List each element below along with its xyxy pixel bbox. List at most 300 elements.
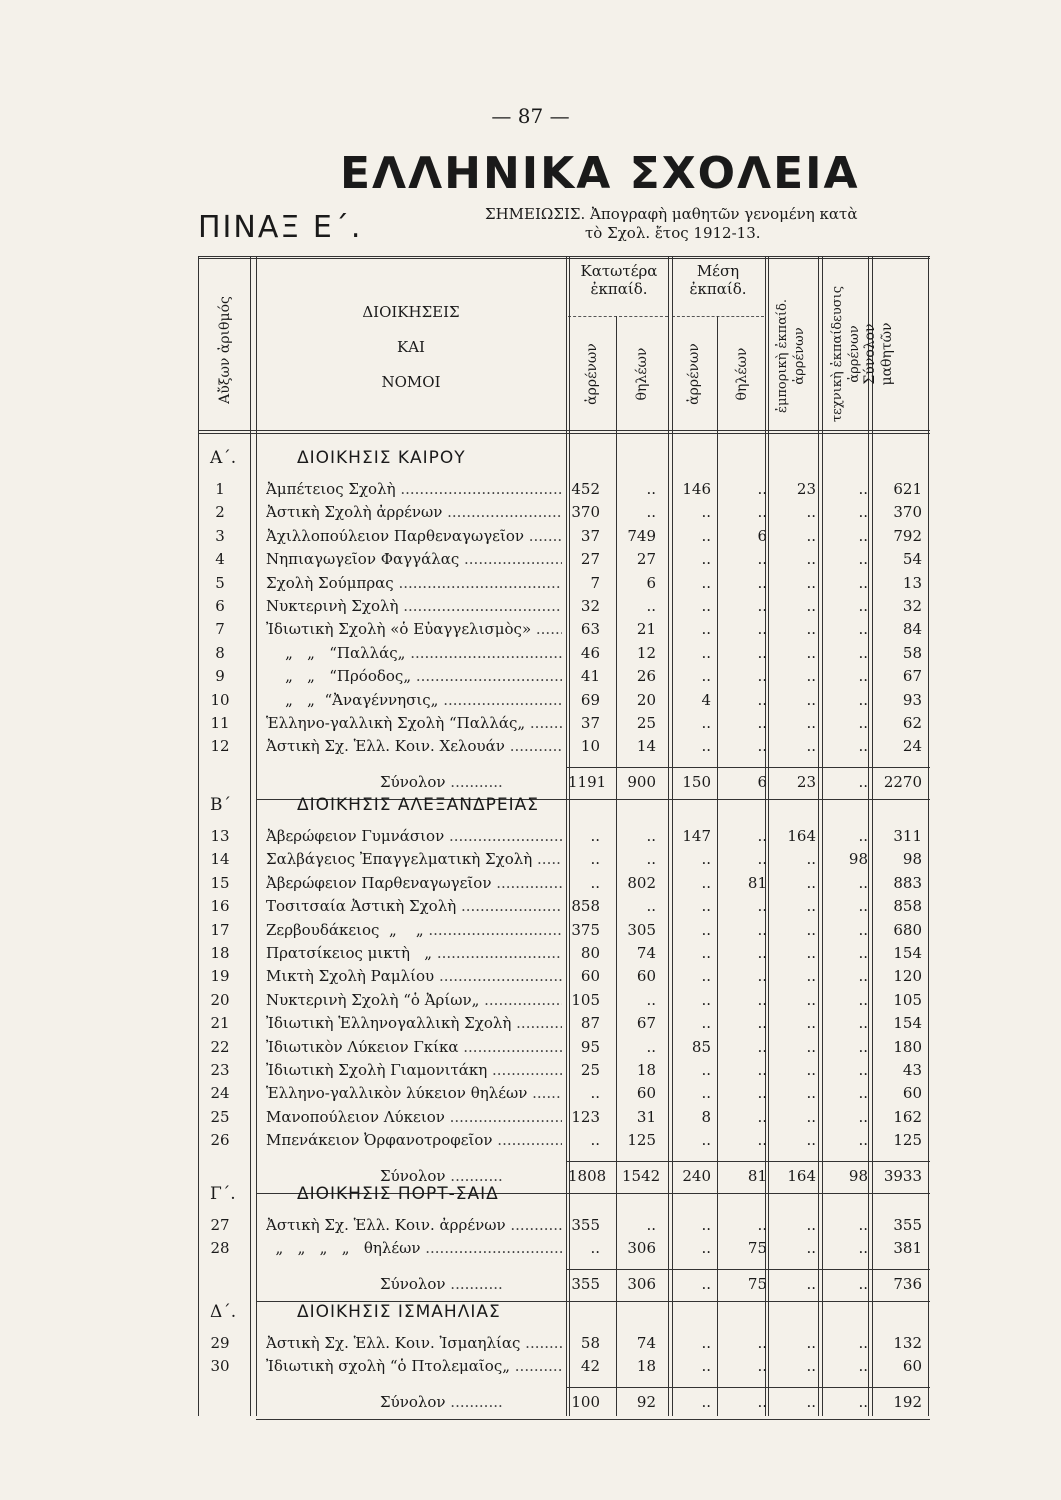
- cell-c7: 67: [902, 667, 922, 686]
- cell-c3: ..: [701, 873, 711, 892]
- cell-c4: ..: [757, 897, 767, 916]
- cell-c4: ..: [757, 1131, 767, 1150]
- header-admin-1: ΔΙΟΙΚΗΣΕΙΣ: [362, 303, 460, 321]
- cell-c2: ..: [646, 850, 656, 869]
- note-line-2: τὸ Σχολ. ἔτος 1912-13.: [585, 224, 761, 242]
- row-number: 14: [210, 850, 230, 869]
- cell-c2: 305: [627, 920, 656, 939]
- cell-c2: 60: [636, 967, 656, 986]
- table-row: [0, 1014, 1061, 1037]
- cell-c1: 58: [580, 1334, 600, 1352]
- cell-c7: 154: [893, 944, 922, 962]
- cell-c6: ..: [858, 920, 868, 939]
- table-row: [0, 1334, 1061, 1357]
- cell-c6: ..: [858, 1084, 868, 1103]
- school-name: Μανοπούλειον Λύκειον .....: [266, 1108, 562, 1126]
- cell-c6: ..: [858, 873, 868, 892]
- cell-c3: ..: [701, 1014, 711, 1033]
- cell-c2: 67: [636, 1014, 656, 1033]
- school-name: „ „ “Παλλάς„ .....: [266, 644, 562, 662]
- cell-c3: ..: [701, 944, 711, 962]
- cell-c3: 85: [691, 1037, 711, 1056]
- row-number: 22: [210, 1037, 230, 1056]
- total-c3: 240: [682, 1166, 711, 1185]
- cell-c1: ..: [590, 873, 600, 892]
- cell-c6: ..: [858, 967, 868, 986]
- total-c5: 164: [787, 1166, 816, 1185]
- cell-c7: 355: [893, 1216, 922, 1234]
- header-admin-3: ΝΟΜΟΙ: [381, 373, 441, 391]
- total-c7: 192: [893, 1392, 922, 1411]
- cell-c2: 21: [636, 620, 656, 639]
- cell-c5: ..: [806, 1107, 816, 1126]
- table-row: [0, 1084, 1061, 1107]
- total-c4: 75: [747, 1274, 767, 1293]
- cell-c5: ..: [806, 503, 816, 522]
- row-number: 15: [210, 873, 230, 892]
- cell-c5: ..: [806, 550, 816, 569]
- table-row: [0, 480, 1061, 503]
- cell-c2: 125: [627, 1131, 656, 1150]
- cell-c1: 32: [580, 597, 600, 615]
- cell-c5: 164: [787, 827, 816, 845]
- total-c1: 355: [571, 1274, 600, 1293]
- section-title: ΔΙΟΙΚΗΣΙΣ ΑΛΕΞΑΝΔΡΕΙΑΣ: [297, 795, 539, 815]
- cell-c5: ..: [806, 620, 816, 639]
- cell-c6: ..: [858, 503, 868, 522]
- cell-c3: ..: [701, 667, 711, 686]
- cell-c3: 146: [682, 480, 711, 498]
- row-number: 5: [215, 573, 225, 592]
- total-c1: 100: [571, 1392, 600, 1411]
- row-number: 8: [215, 643, 225, 662]
- cell-c4: ..: [757, 1107, 767, 1126]
- cell-c1: 375: [571, 920, 600, 939]
- cell-c7: 84: [902, 620, 922, 639]
- cell-c3: ..: [701, 573, 711, 592]
- table-row: [0, 691, 1061, 714]
- row-number: 26: [210, 1131, 230, 1150]
- cell-c3: ..: [701, 967, 711, 986]
- cell-c6: ..: [858, 944, 868, 962]
- table-row: [0, 1357, 1061, 1380]
- total-c2: 92: [636, 1392, 656, 1411]
- cell-c4: ..: [757, 737, 767, 756]
- cell-c2: 60: [636, 1084, 656, 1103]
- header-technical: τεχνικὴ ἐκπαίδευσις ἀρρένων: [830, 285, 862, 423]
- cell-c7: 680: [893, 920, 922, 939]
- school-name: „ „ “Πρόοδος„ .....: [266, 667, 562, 685]
- section-title: ΔΙΟΙΚΗΣΙΣ ΙΣΜΑΗΛΙΑΣ: [297, 1302, 501, 1322]
- school-name: Ἀστικὴ Σχ. Ἑλλ. Κοιν. ἀρρένων .....: [266, 1216, 562, 1234]
- table-row: [0, 874, 1061, 897]
- cell-c7: 162: [893, 1107, 922, 1126]
- row-number: 25: [210, 1107, 230, 1126]
- table-row: [0, 667, 1061, 690]
- cell-c6: 98: [848, 850, 868, 869]
- total-c5: ..: [806, 1274, 816, 1293]
- cell-c7: 43: [902, 1061, 922, 1079]
- table-row: [0, 597, 1061, 620]
- cell-c3: ..: [701, 643, 711, 662]
- cell-c1: ..: [590, 1084, 600, 1103]
- cell-c7: 98: [902, 850, 922, 869]
- school-name: Σχολὴ Σούμπρας .....: [266, 574, 562, 592]
- cell-c7: 154: [893, 1014, 922, 1033]
- school-name: Ἰδιωτικὴ σχολὴ “ὁ Πτολεμαῖος„ .....: [266, 1357, 562, 1375]
- cell-c5: ..: [806, 643, 816, 662]
- table-row: [0, 1038, 1061, 1061]
- section-total-row: [0, 1393, 1061, 1417]
- cell-c1: 452: [571, 480, 600, 498]
- school-name: Μπενάκειον Ὀρφανοτροφεῖον .....: [266, 1131, 562, 1149]
- row-number: 27: [210, 1216, 230, 1234]
- total-c6: ..: [858, 1392, 868, 1411]
- cell-c6: ..: [858, 897, 868, 916]
- cell-c1: 69: [580, 690, 600, 709]
- cell-c4: ..: [757, 550, 767, 569]
- header-lower-boys: ἀρρένων: [584, 343, 600, 405]
- cell-c1: 37: [580, 526, 600, 545]
- school-name: „ „ “Ἀναγέννησις„ .....: [266, 691, 562, 709]
- cell-c3: ..: [701, 990, 711, 1009]
- school-name: Νηπιαγωγεῖον Φαγγάλας .....: [266, 550, 562, 568]
- cell-c4: ..: [757, 967, 767, 986]
- table-row: [0, 827, 1061, 850]
- cell-c6: ..: [858, 1014, 868, 1033]
- header-middle-group: Μέση ἐκπαίδ.: [689, 262, 747, 298]
- total-rule: [566, 1269, 930, 1270]
- cell-c5: ..: [806, 1216, 816, 1234]
- cell-c3: 4: [701, 690, 711, 709]
- row-number: 3: [215, 526, 225, 545]
- cell-c2: 27: [636, 550, 656, 569]
- total-c3: ..: [701, 1274, 711, 1293]
- cell-c1: 370: [571, 503, 600, 522]
- row-number: 24: [210, 1084, 230, 1103]
- school-name: Σαλβάγειος Ἐπαγγελματικὴ Σχολὴ .....: [266, 850, 562, 868]
- cell-c4: ..: [757, 480, 767, 498]
- table-row: [0, 620, 1061, 643]
- cell-c5: ..: [806, 526, 816, 545]
- cell-c1: 63: [580, 620, 600, 639]
- row-number: 7: [215, 620, 225, 639]
- row-number: 28: [210, 1239, 230, 1258]
- cell-c5: ..: [806, 690, 816, 709]
- cell-c6: ..: [858, 480, 868, 498]
- total-c4: ..: [757, 1392, 767, 1411]
- school-name: Ζερβουδάκειος „ „ .....: [266, 921, 562, 939]
- cell-c4: ..: [757, 597, 767, 615]
- total-c1: 1808: [568, 1166, 607, 1185]
- cell-c2: 74: [636, 944, 656, 962]
- cell-c4: ..: [757, 1014, 767, 1033]
- cell-c3: ..: [701, 714, 711, 732]
- table-row: [0, 897, 1061, 920]
- cell-c3: ..: [701, 897, 711, 916]
- total-c5: 23: [796, 772, 816, 791]
- cell-c1: 7: [590, 573, 600, 592]
- cell-c7: 32: [902, 597, 922, 615]
- cell-c5: ..: [806, 1061, 816, 1079]
- cell-c2: ..: [646, 990, 656, 1009]
- table-row: [0, 1061, 1061, 1084]
- row-number: 9: [215, 667, 225, 686]
- cell-c4: ..: [757, 1216, 767, 1234]
- row-number: 1: [215, 480, 225, 498]
- school-name: Ἰδιωτικὴ Σχολὴ «ὁ Εὐαγγελισμὸς» .....: [266, 620, 562, 638]
- table-row: [0, 1131, 1061, 1154]
- cell-c3: ..: [701, 526, 711, 545]
- school-name: Ἀστικὴ Σχ. Ἑλλ. Κοιν. Χελουάν .....: [266, 737, 562, 755]
- section-total-row: [0, 1275, 1061, 1299]
- cell-c2: 749: [627, 526, 656, 545]
- total-c6: 98: [848, 1166, 868, 1185]
- page-number: — 87 —: [491, 104, 570, 128]
- cell-c4: 81: [747, 873, 767, 892]
- cell-c4: ..: [757, 920, 767, 939]
- cell-c6: ..: [858, 1131, 868, 1150]
- cell-c4: ..: [757, 667, 767, 686]
- cell-c7: 381: [893, 1239, 922, 1258]
- table-row: [0, 944, 1061, 967]
- cell-c6: ..: [858, 737, 868, 756]
- cell-c5: ..: [806, 714, 816, 732]
- note-line-1: ΣΗΜΕΙΩΣΙΣ. Ἀπογραφὴ μαθητῶν γενομένη κατὰ: [485, 205, 858, 223]
- cell-c4: ..: [757, 503, 767, 522]
- cell-c2: ..: [646, 1216, 656, 1234]
- section-letter: Γ΄.: [210, 1184, 236, 1204]
- cell-c4: ..: [757, 620, 767, 639]
- cell-c2: 18: [636, 1357, 656, 1376]
- cell-c6: ..: [858, 1216, 868, 1234]
- header-lower-group: Κατωτέρα ἐκπαίδ.: [580, 262, 658, 298]
- school-name: Ἀστικὴ Σχ. Ἑλλ. Κοιν. Ἰσμαηλίας .....: [266, 1334, 562, 1352]
- cell-c3: ..: [701, 1334, 711, 1352]
- cell-c5: ..: [806, 920, 816, 939]
- cell-c5: ..: [806, 1334, 816, 1352]
- cell-c5: ..: [806, 897, 816, 916]
- total-c2: 900: [627, 772, 656, 791]
- cell-c2: ..: [646, 827, 656, 845]
- cell-c2: 31: [636, 1107, 656, 1126]
- cell-c1: 25: [580, 1061, 600, 1079]
- cell-c4: ..: [757, 1357, 767, 1376]
- total-rule: [566, 1387, 930, 1388]
- page-title: ΕΛΛΗΝΙΚΑ ΣΧΟΛΕΙΑ: [340, 148, 860, 199]
- cell-c5: ..: [806, 850, 816, 869]
- cell-c5: ..: [806, 597, 816, 615]
- total-c6: ..: [858, 1274, 868, 1293]
- cell-c4: ..: [757, 573, 767, 592]
- cell-c4: ..: [757, 944, 767, 962]
- cell-c4: 6: [757, 526, 767, 545]
- cell-c6: ..: [858, 573, 868, 592]
- header-lower-girls: θηλέων: [634, 347, 650, 401]
- school-name: Ἀστικὴ Σχολὴ ἀρρένων .....: [266, 503, 562, 521]
- cell-c3: ..: [701, 620, 711, 639]
- cell-c1: 80: [580, 944, 600, 962]
- cell-c4: ..: [757, 714, 767, 732]
- cell-c1: 858: [571, 897, 600, 916]
- school-name: Ἰδιωτικὴ Σχολὴ Γιαμονιτάκη .....: [266, 1061, 562, 1079]
- table-row: [0, 1216, 1061, 1239]
- cell-c7: 132: [893, 1334, 922, 1352]
- school-name: Ἀβερώφειον Γυμνάσιον .....: [266, 827, 562, 845]
- cell-c4: ..: [757, 690, 767, 709]
- header-middle-girls: θηλέων: [734, 347, 750, 401]
- cell-c5: ..: [806, 737, 816, 756]
- cell-c7: 125: [893, 1131, 922, 1150]
- cell-c1: 87: [580, 1014, 600, 1033]
- cell-c5: ..: [806, 1014, 816, 1033]
- total-c5: ..: [806, 1392, 816, 1411]
- cell-c6: ..: [858, 714, 868, 732]
- school-name: „ „ „ „ θηλέων .....: [266, 1239, 562, 1257]
- cell-c1: 123: [571, 1107, 600, 1126]
- cell-c2: 20: [636, 690, 656, 709]
- cell-c1: 37: [580, 714, 600, 732]
- cell-c6: ..: [858, 1061, 868, 1079]
- total-c3: 150: [682, 772, 711, 791]
- cell-c3: 147: [682, 827, 711, 845]
- row-number: 18: [210, 944, 230, 962]
- section-title: ΔΙΟΙΚΗΣΙΣ ΠΟΡΤ-ΣΑΙΔ: [297, 1184, 499, 1204]
- cell-c2: 306: [627, 1239, 656, 1258]
- row-number: 19: [210, 967, 230, 986]
- row-number: 13: [210, 827, 230, 845]
- school-name: Νυκτερινὴ Σχολὴ .....: [266, 597, 562, 615]
- cell-c5: ..: [806, 1131, 816, 1150]
- table-row: [0, 503, 1061, 526]
- cell-c7: 60: [902, 1084, 922, 1103]
- cell-c1: 27: [580, 550, 600, 569]
- cell-c5: ..: [806, 573, 816, 592]
- cell-c4: ..: [757, 827, 767, 845]
- cell-c6: ..: [858, 1357, 868, 1376]
- cell-c7: 93: [902, 690, 922, 709]
- total-label: Σύνολον .....: [380, 1275, 560, 1293]
- cell-c6: ..: [858, 1334, 868, 1352]
- section-total-row: [0, 1167, 1061, 1191]
- cell-c3: ..: [701, 920, 711, 939]
- section-title: ΔΙΟΙΚΗΣΙΣ ΚΑΙΡΟΥ: [297, 448, 466, 468]
- table-row: [0, 1108, 1061, 1131]
- section-letter: Α΄.: [210, 448, 237, 468]
- header-middle-boys: ἀρρένων: [686, 343, 702, 405]
- school-name: Ἀβερώφειον Παρθεναγωγεῖον .....: [266, 874, 562, 892]
- cell-c4: ..: [757, 1037, 767, 1056]
- cell-c2: ..: [646, 1037, 656, 1056]
- total-c1: 1191: [568, 772, 607, 791]
- school-name: Ἀχιλλοπούλειον Παρθεναγωγεῖον .....: [266, 527, 562, 545]
- total-c7: 3933: [883, 1166, 922, 1185]
- row-number: 12: [210, 737, 230, 756]
- cell-c5: ..: [806, 1037, 816, 1056]
- row-number: 6: [215, 597, 225, 615]
- cell-c4: ..: [757, 643, 767, 662]
- cell-c6: ..: [858, 1037, 868, 1056]
- cell-c3: ..: [701, 737, 711, 756]
- row-number: 16: [210, 897, 230, 916]
- total-c2: 1542: [622, 1166, 661, 1185]
- total-c4: 81: [747, 1166, 767, 1185]
- row-number: 29: [210, 1334, 230, 1352]
- row-number: 10: [210, 690, 230, 709]
- table-row: [0, 991, 1061, 1014]
- cell-c3: ..: [701, 850, 711, 869]
- school-name: Νυκτερινὴ Σχολὴ “ὁ Ἀρίων„ .....: [266, 991, 562, 1009]
- cell-c4: ..: [757, 1061, 767, 1079]
- cell-c4: ..: [757, 850, 767, 869]
- cell-c5: ..: [806, 990, 816, 1009]
- cell-c5: 23: [796, 480, 816, 498]
- cell-c2: 25: [636, 714, 656, 732]
- cell-c5: ..: [806, 1239, 816, 1258]
- cell-c7: 105: [893, 990, 922, 1009]
- table-row: [0, 921, 1061, 944]
- cell-c2: 74: [636, 1334, 656, 1352]
- cell-c5: ..: [806, 967, 816, 986]
- cell-c3: ..: [701, 1084, 711, 1103]
- row-number: 11: [210, 714, 230, 732]
- table-row: [0, 550, 1061, 573]
- cell-c1: ..: [590, 850, 600, 869]
- total-c3: ..: [701, 1392, 711, 1411]
- cell-c2: 26: [636, 667, 656, 686]
- cell-c1: 355: [571, 1216, 600, 1234]
- table-row: [0, 1239, 1061, 1262]
- cell-c1: 105: [571, 990, 600, 1009]
- row-number: 21: [210, 1014, 230, 1033]
- cell-c3: ..: [701, 1216, 711, 1234]
- section-letter: Β΄: [210, 795, 231, 815]
- cell-c1: 42: [580, 1357, 600, 1376]
- total-c4: 6: [757, 772, 767, 791]
- cell-c1: ..: [590, 1239, 600, 1258]
- total-c2: 306: [627, 1274, 656, 1293]
- cell-c2: 802: [627, 873, 656, 892]
- school-name: Ἑλληνο-γαλλικὴ Σχολὴ “Παλλάς„ .....: [266, 714, 562, 732]
- row-number: 20: [210, 990, 230, 1009]
- cell-c2: 18: [636, 1061, 656, 1079]
- cell-c3: ..: [701, 503, 711, 522]
- table-row: [0, 527, 1061, 550]
- cell-c6: ..: [858, 526, 868, 545]
- cell-c5: ..: [806, 873, 816, 892]
- cell-c6: ..: [858, 1107, 868, 1126]
- cell-c6: ..: [858, 990, 868, 1009]
- cell-c1: 95: [580, 1037, 600, 1056]
- cell-c2: ..: [646, 503, 656, 522]
- total-rule: [566, 767, 930, 768]
- school-name: Ἑλληνο-γαλλικὸν λύκειον θηλέων .....: [266, 1084, 562, 1102]
- total-label: Σύνολον .....: [380, 1167, 560, 1185]
- cell-c1: 10: [580, 737, 600, 756]
- row-number: 23: [210, 1061, 230, 1079]
- school-name: Τοσιτσαία Ἀστικὴ Σχολὴ .....: [266, 897, 562, 915]
- cell-c3: ..: [701, 1131, 711, 1150]
- school-name: Μικτὴ Σχολὴ Ραμλίου .....: [266, 967, 562, 985]
- table-row: [0, 574, 1061, 597]
- section-letter: Δ΄.: [210, 1302, 237, 1322]
- cell-c7: 883: [893, 873, 922, 892]
- row-number: 30: [210, 1357, 230, 1376]
- section-total-row: [0, 773, 1061, 797]
- row-number: 17: [210, 920, 230, 939]
- total-rule: [566, 1161, 930, 1162]
- table-row: [0, 737, 1061, 760]
